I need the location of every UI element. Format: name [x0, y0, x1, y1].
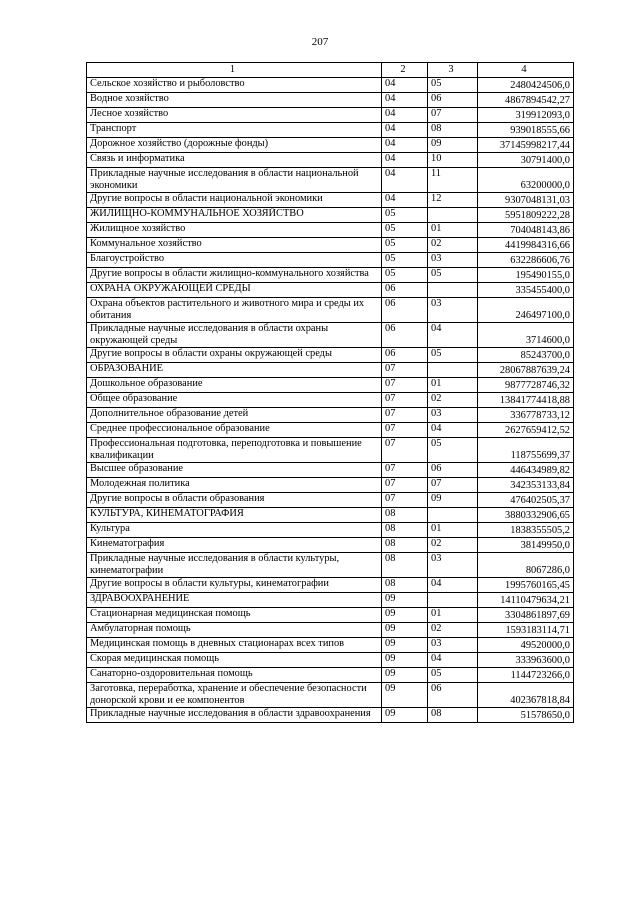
row-subsection-cell: 02 [428, 393, 478, 408]
row-amount-cell: 5951809222,28 [478, 208, 574, 223]
row-subsection-cell [428, 363, 478, 378]
row-subsection-cell: 12 [428, 193, 478, 208]
table-header-row [87, 63, 574, 78]
row-section-cell: 09 [382, 653, 428, 668]
table-row [87, 493, 574, 508]
row-name-cell: КУЛЬТУРА, КИНЕМАТОГРАФИЯ [87, 508, 382, 523]
row-name-cell: Заготовка, переработка, хранение и обеспечение безопасности донорской крови и ее компонентов [87, 683, 382, 708]
table-row [87, 238, 574, 253]
row-amount-cell: 8067286,0 [478, 553, 574, 578]
row-name-cell: Дошкольное образование [87, 378, 382, 393]
row-amount-cell: 4867894542,27 [478, 93, 574, 108]
row-amount-cell: 9877728746,32 [478, 378, 574, 393]
row-amount-cell: 319912093,0 [478, 108, 574, 123]
row-section-cell: 07 [382, 478, 428, 493]
row-subsection-cell: 04 [428, 323, 478, 348]
row-subsection-cell: 10 [428, 153, 478, 168]
row-name-cell: Другие вопросы в области культуры, кинематографии [87, 578, 382, 593]
row-subsection-cell: 08 [428, 708, 478, 723]
row-amount-cell: 1838355505,2 [478, 523, 574, 538]
row-subsection-cell: 05 [428, 348, 478, 363]
row-amount-cell: 476402505,37 [478, 493, 574, 508]
row-subsection-cell: 08 [428, 123, 478, 138]
row-name-cell: Коммунальное хозяйство [87, 238, 382, 253]
table-row [87, 138, 574, 153]
table-row [87, 508, 574, 523]
row-section-cell: 05 [382, 268, 428, 283]
table-row [87, 123, 574, 138]
row-amount-cell: 13841774418,88 [478, 393, 574, 408]
row-name-cell: Лесное хозяйство [87, 108, 382, 123]
row-section-cell: 07 [382, 423, 428, 438]
table-row [87, 363, 574, 378]
row-section-cell: 06 [382, 298, 428, 323]
row-section-cell: 04 [382, 138, 428, 153]
row-amount-cell: 30791400,0 [478, 153, 574, 168]
row-section-cell: 06 [382, 323, 428, 348]
row-section-cell: 09 [382, 668, 428, 683]
row-amount-cell: 118755699,37 [478, 438, 574, 463]
table-row [87, 323, 574, 348]
row-amount-cell: 632286606,76 [478, 253, 574, 268]
table-row [87, 253, 574, 268]
row-amount-cell: 49520000,0 [478, 638, 574, 653]
table-row [87, 708, 574, 723]
row-name-cell: Культура [87, 523, 382, 538]
table-row [87, 423, 574, 438]
row-section-cell: 05 [382, 253, 428, 268]
table-row [87, 608, 574, 623]
table-row [87, 393, 574, 408]
header-cell-amount: 4 [478, 63, 574, 78]
row-name-cell: Связь и информатика [87, 153, 382, 168]
row-section-cell: 04 [382, 108, 428, 123]
budget-table-body [87, 63, 574, 723]
row-section-cell: 07 [382, 393, 428, 408]
row-subsection-cell [428, 208, 478, 223]
row-amount-cell: 9307048131,03 [478, 193, 574, 208]
table-row [87, 378, 574, 393]
row-subsection-cell: 01 [428, 608, 478, 623]
table-row [87, 108, 574, 123]
budget-table [86, 62, 574, 723]
row-subsection-cell: 04 [428, 423, 478, 438]
row-name-cell: Амбулаторная помощь [87, 623, 382, 638]
row-section-cell: 07 [382, 363, 428, 378]
row-subsection-cell: 05 [428, 668, 478, 683]
row-subsection-cell: 05 [428, 438, 478, 463]
row-section-cell: 06 [382, 283, 428, 298]
table-row [87, 478, 574, 493]
row-section-cell: 09 [382, 608, 428, 623]
row-subsection-cell: 04 [428, 578, 478, 593]
table-row [87, 93, 574, 108]
row-section-cell: 04 [382, 93, 428, 108]
row-section-cell: 07 [382, 408, 428, 423]
row-section-cell: 08 [382, 508, 428, 523]
row-name-cell: Жилищное хозяйство [87, 223, 382, 238]
row-subsection-cell: 03 [428, 253, 478, 268]
row-subsection-cell: 03 [428, 408, 478, 423]
row-name-cell: Молодежная политика [87, 478, 382, 493]
row-name-cell: ЗДРАВООХРАНЕНИЕ [87, 593, 382, 608]
table-row [87, 193, 574, 208]
table-row [87, 463, 574, 478]
row-name-cell: Высшее образование [87, 463, 382, 478]
row-name-cell: Транспорт [87, 123, 382, 138]
row-amount-cell: 4419984316,66 [478, 238, 574, 253]
row-section-cell: 04 [382, 168, 428, 193]
row-amount-cell: 195490155,0 [478, 268, 574, 283]
row-name-cell: Кинематография [87, 538, 382, 553]
row-amount-cell: 335455400,0 [478, 283, 574, 298]
table-row [87, 168, 574, 193]
row-subsection-cell: 03 [428, 298, 478, 323]
row-name-cell: Охрана объектов растительного и животного мира и среды их обитания [87, 298, 382, 323]
row-amount-cell: 51578650,0 [478, 708, 574, 723]
row-subsection-cell: 06 [428, 93, 478, 108]
row-name-cell: Дополнительное образование детей [87, 408, 382, 423]
row-name-cell: Общее образование [87, 393, 382, 408]
row-subsection-cell: 01 [428, 378, 478, 393]
row-name-cell: ОХРАНА ОКРУЖАЮЩЕЙ СРЕДЫ [87, 283, 382, 298]
row-amount-cell: 3304861897,69 [478, 608, 574, 623]
row-amount-cell: 1593183114,71 [478, 623, 574, 638]
row-section-cell: 09 [382, 593, 428, 608]
row-section-cell: 04 [382, 193, 428, 208]
table-row [87, 638, 574, 653]
row-name-cell: Среднее профессиональное образование [87, 423, 382, 438]
row-name-cell: Прикладные научные исследования в области охраны окружающей среды [87, 323, 382, 348]
row-name-cell: Санаторно-оздоровительная помощь [87, 668, 382, 683]
row-amount-cell: 2627659412,52 [478, 423, 574, 438]
row-amount-cell: 336778733,12 [478, 408, 574, 423]
row-section-cell: 08 [382, 553, 428, 578]
row-section-cell: 04 [382, 123, 428, 138]
row-subsection-cell: 02 [428, 238, 478, 253]
row-section-cell: 06 [382, 348, 428, 363]
row-subsection-cell: 11 [428, 168, 478, 193]
row-amount-cell: 37145998217,44 [478, 138, 574, 153]
row-name-cell: Прикладные научные исследования в области культуры, кинематографии [87, 553, 382, 578]
row-amount-cell: 1995760165,45 [478, 578, 574, 593]
row-name-cell: Благоустройство [87, 253, 382, 268]
row-subsection-cell: 02 [428, 538, 478, 553]
row-name-cell: Медицинская помощь в дневных стационарах всех типов [87, 638, 382, 653]
row-amount-cell: 704048143,86 [478, 223, 574, 238]
row-subsection-cell: 01 [428, 523, 478, 538]
row-section-cell: 08 [382, 578, 428, 593]
table-row [87, 438, 574, 463]
row-name-cell: Сельское хозяйство и рыболовство [87, 78, 382, 93]
table-row [87, 593, 574, 608]
row-subsection-cell: 09 [428, 138, 478, 153]
row-section-cell: 05 [382, 208, 428, 223]
row-section-cell: 09 [382, 708, 428, 723]
table-row [87, 668, 574, 683]
row-amount-cell: 402367818,84 [478, 683, 574, 708]
row-section-cell: 07 [382, 463, 428, 478]
row-amount-cell: 38149950,0 [478, 538, 574, 553]
row-section-cell: 04 [382, 78, 428, 93]
row-subsection-cell: 05 [428, 78, 478, 93]
table-row [87, 623, 574, 638]
row-section-cell: 09 [382, 683, 428, 708]
row-subsection-cell: 07 [428, 478, 478, 493]
row-section-cell: 08 [382, 538, 428, 553]
row-subsection-cell: 06 [428, 683, 478, 708]
table-row [87, 153, 574, 168]
row-name-cell: Водное хозяйство [87, 93, 382, 108]
row-name-cell: ОБРАЗОВАНИЕ [87, 363, 382, 378]
row-section-cell: 05 [382, 223, 428, 238]
header-cell-subsection: 3 [428, 63, 478, 78]
table-row [87, 283, 574, 298]
table-row [87, 553, 574, 578]
row-name-cell: Прикладные научные исследования в области здравоохранения [87, 708, 382, 723]
row-subsection-cell [428, 593, 478, 608]
row-section-cell: 07 [382, 438, 428, 463]
row-amount-cell: 63200000,0 [478, 168, 574, 193]
row-amount-cell: 1144723266,0 [478, 668, 574, 683]
row-amount-cell: 446434989,82 [478, 463, 574, 478]
row-section-cell: 09 [382, 623, 428, 638]
row-amount-cell: 85243700,0 [478, 348, 574, 363]
row-amount-cell: 28067887639,24 [478, 363, 574, 378]
row-amount-cell: 246497100,0 [478, 298, 574, 323]
row-amount-cell: 2480424506,0 [478, 78, 574, 93]
row-amount-cell: 342353133,84 [478, 478, 574, 493]
row-section-cell: 07 [382, 378, 428, 393]
table-row [87, 298, 574, 323]
table-row [87, 348, 574, 363]
row-subsection-cell: 01 [428, 223, 478, 238]
row-amount-cell: 3880332906,65 [478, 508, 574, 523]
table-row [87, 408, 574, 423]
page-number: 207 [311, 36, 329, 48]
table-row [87, 268, 574, 283]
row-subsection-cell: 04 [428, 653, 478, 668]
table-row [87, 538, 574, 553]
row-subsection-cell: 05 [428, 268, 478, 283]
row-amount-cell: 14110479634,21 [478, 593, 574, 608]
row-name-cell: Скорая медицинская помощь [87, 653, 382, 668]
table-row [87, 578, 574, 593]
row-subsection-cell: 03 [428, 638, 478, 653]
row-name-cell: Другие вопросы в области национальной экономики [87, 193, 382, 208]
table-row [87, 683, 574, 708]
table-row [87, 208, 574, 223]
row-section-cell: 05 [382, 238, 428, 253]
row-name-cell: ЖИЛИЩНО-КОММУНАЛЬНОЕ ХОЗЯЙСТВО [87, 208, 382, 223]
row-name-cell: Прикладные научные исследования в области национальной экономики [87, 168, 382, 193]
row-section-cell: 09 [382, 638, 428, 653]
row-name-cell: Другие вопросы в области образования [87, 493, 382, 508]
row-amount-cell: 333963600,0 [478, 653, 574, 668]
row-subsection-cell: 02 [428, 623, 478, 638]
row-subsection-cell [428, 283, 478, 298]
row-subsection-cell: 03 [428, 553, 478, 578]
row-name-cell: Другие вопросы в области охраны окружающей среды [87, 348, 382, 363]
row-amount-cell: 939018555,66 [478, 123, 574, 138]
row-section-cell: 08 [382, 523, 428, 538]
row-name-cell: Другие вопросы в области жилищно-коммунального хозяйства [87, 268, 382, 283]
row-section-cell: 04 [382, 153, 428, 168]
table-row [87, 78, 574, 93]
row-subsection-cell: 07 [428, 108, 478, 123]
table-row [87, 523, 574, 538]
table-row [87, 653, 574, 668]
row-subsection-cell [428, 508, 478, 523]
header-cell-section: 2 [382, 63, 428, 78]
table-row [87, 223, 574, 238]
row-name-cell: Стационарная медицинская помощь [87, 608, 382, 623]
row-name-cell: Профессиональная подготовка, переподготовка и повышение квалификации [87, 438, 382, 463]
row-amount-cell: 3714600,0 [478, 323, 574, 348]
row-section-cell: 07 [382, 493, 428, 508]
row-name-cell: Дорожное хозяйство (дорожные фонды) [87, 138, 382, 153]
row-subsection-cell: 09 [428, 493, 478, 508]
header-cell-name: 1 [87, 63, 382, 78]
row-subsection-cell: 06 [428, 463, 478, 478]
